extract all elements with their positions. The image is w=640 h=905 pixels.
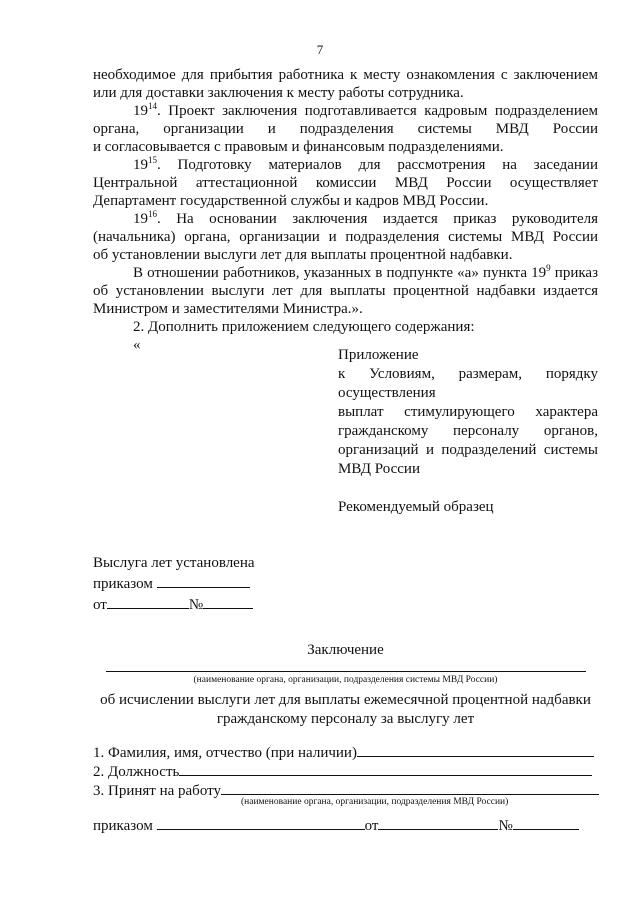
appendix-line3: осуществления [338,385,436,401]
p3-number: 19 [133,157,148,173]
p3-line2: Центральной аттестационной комиссии МВД России осуществляет [93,175,598,191]
fullname-blank[interactable] [357,742,594,757]
org-name-line[interactable] [106,671,586,672]
order-date-blank[interactable] [378,815,498,830]
p3-superscript: 15 [148,155,157,165]
p1-line1: необходимое для прибытия работника к месту ознакомления с заключением [93,67,598,83]
p5-line2: об установлении выслуги лет для выплаты процентной надбавки издается [93,283,598,299]
form-field-order [93,815,579,835]
org-name-caption: (наименование органа, организации, подразделения системы МВД России) [193,675,498,685]
open-quote: « [133,337,141,353]
p4-superscript: 16 [148,209,157,219]
order-blank[interactable] [157,815,365,830]
seniority-no-label: № [188,597,204,613]
p3-text: . Подготовку материалов для рассмотрения на заседании [157,157,598,173]
p3-line1 [93,156,598,174]
p4-number: 19 [133,211,148,227]
appendix-line4: выплат стимулирующего характера [338,404,598,420]
hired-caption: (наименование органа, организации, подразделения МВД России) [241,797,509,807]
p6-line1: 2. Дополнить приложением следующего содержания: [133,319,475,335]
order-from-label: от [364,818,379,834]
p4-line1 [93,210,598,228]
conclusion-subtitle [93,691,598,729]
seniority-number-blank[interactable] [203,594,253,609]
form-field-fullname [93,742,594,762]
hired-blank[interactable] [221,780,599,795]
p1-line2: или для доставки заключения к месту работы сотрудника. [93,85,464,101]
order-number-blank[interactable] [513,815,579,830]
appendix-block [338,346,598,517]
appendix-line6: организаций и подразделений системы [338,442,598,458]
p3-line3: Департамент государственной службы и кадров МВД России. [93,193,489,209]
hired-label: 3. Принят на работу [93,783,221,799]
p2-line3: и согласовывается с правовым и финансовым подразделениями. [93,139,504,155]
p5-line3: Министром и заместителями Министра.». [93,301,363,317]
fullname-label: 1. Фамилия, имя, отчество (при наличии) [93,745,357,761]
seniority-line3 [93,594,255,615]
p2-superscript: 14 [148,101,157,111]
seniority-line1: Выслуга лет установлена [93,555,255,571]
conclusion-subtitle-line1: об исчислении выслуги лет для выплаты ежемесячной процентной надбавки [100,692,591,708]
appendix-line1: Приложение [338,347,419,363]
position-label: 2. Должность [93,764,180,780]
p2-number: 19 [133,103,148,119]
p4-line2: (начальника) органа, организации и подразделения системы МВД России [93,229,598,245]
order-no-label: № [498,818,513,834]
body-text [93,66,598,354]
seniority-order-blank[interactable] [157,573,250,588]
page-number: 7 [316,42,324,57]
conclusion-title: Заключение [307,642,384,658]
p2-text: . Проект заключения подготавливается кадровым подразделением [157,103,598,119]
seniority-from-label: от [93,597,107,613]
p4-text: . На основании заключения издается приказ руководителя [157,211,598,227]
seniority-date-blank[interactable] [107,594,189,609]
seniority-order-label: приказом [93,576,153,592]
order-label: приказом [93,818,153,834]
p2-line1 [93,102,598,120]
p4-line3: об установлении выслуги лет для выплаты процентной надбавки. [93,247,513,263]
p5-text-b: приказ [550,265,598,281]
p2-line2: органа, организации и подразделения системы МВД России [93,121,598,137]
p5-superscript: 9 [546,263,551,273]
appendix-line7: МВД России [338,461,420,477]
recommended-sample: Рекомендуемый образец [338,499,494,515]
conclusion-subtitle-line2: гражданскому персоналу за выслугу лет [216,711,475,727]
p5-text-a: В отношении работников, указанных в подпункте «а» пункта 19 [133,265,547,281]
p5-line1 [93,264,598,282]
appendix-line5: гражданскому персоналу органов, [338,423,598,439]
seniority-line2 [93,573,255,594]
seniority-block [93,554,255,615]
appendix-line2: к Условиям, размерам, порядку [338,366,598,382]
position-blank[interactable] [179,761,592,776]
form-field-position [93,761,592,781]
